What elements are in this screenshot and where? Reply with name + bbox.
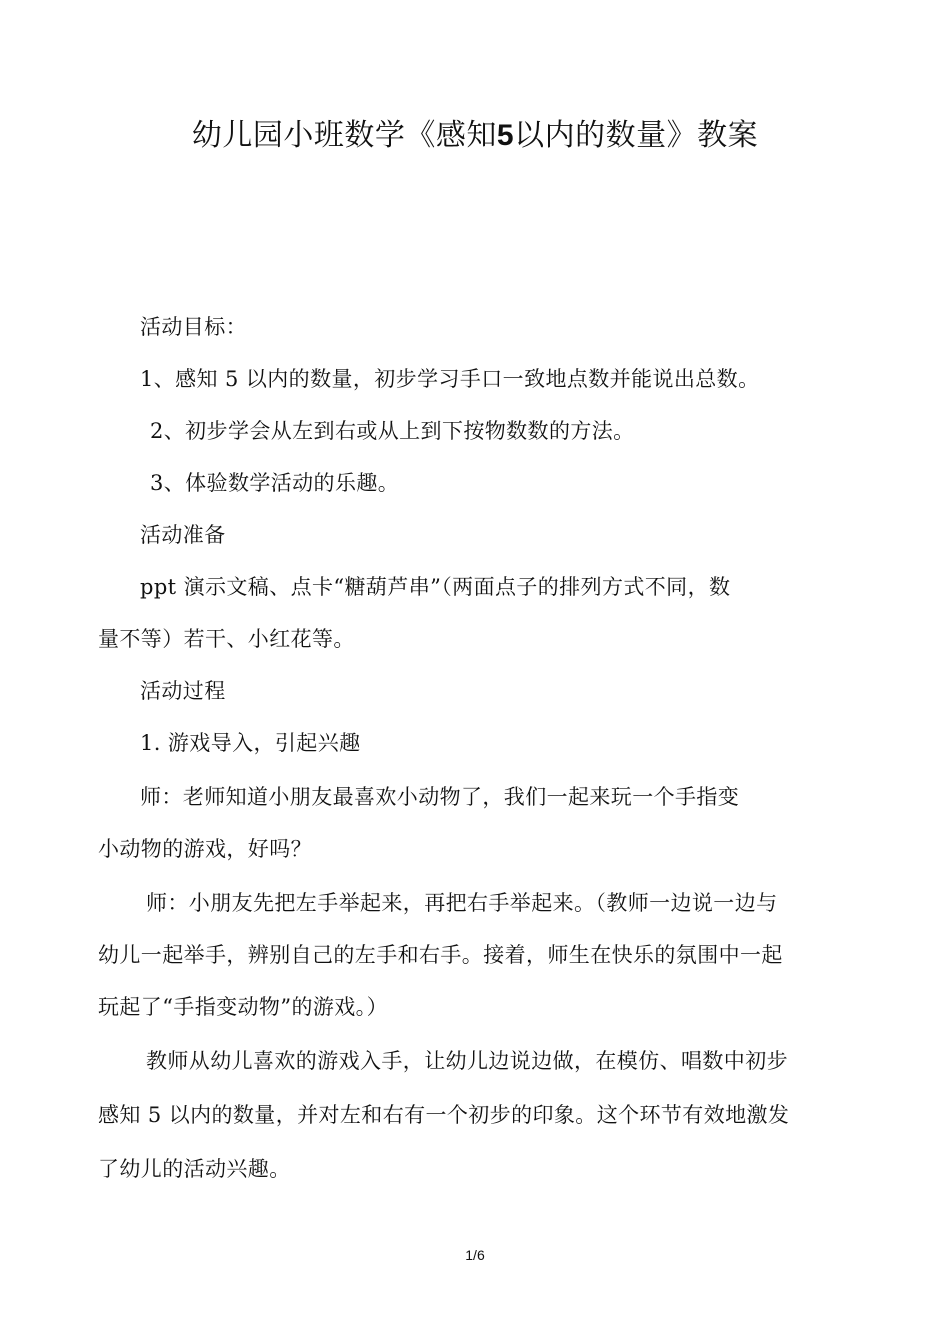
title-text-after: 以内的数量》教案 <box>514 118 759 153</box>
paragraph-line: 小动物的游戏，好吗？ <box>98 837 312 861</box>
paragraph-line: 教师从幼儿喜欢的游戏入手，让幼儿边说边做，在模仿、唱数中初步 <box>146 1049 788 1073</box>
page-number: 1/6 <box>465 1247 485 1263</box>
document-title <box>0 114 950 158</box>
paragraph-line: 了幼儿的活动兴趣。 <box>98 1157 291 1181</box>
section-heading-preparation: 活动准备 <box>140 523 226 547</box>
section-heading-process: 活动过程 <box>140 679 226 703</box>
paragraph-line: 师：老师知道小朋友最喜欢小动物了，我们一起来玩一个手指变 <box>140 785 740 809</box>
process-step-1-heading: 1. 游戏导入，引起兴趣 <box>140 731 361 755</box>
preparation-line-1: ppt 演示文稿、点卡“糖葫芦串”（两面点子的排列方式不同，数 <box>140 575 731 599</box>
paragraph-line: 玩起了“手指变动物”的游戏。） <box>98 995 388 1019</box>
goal-item-3: 3、体验数学活动的乐趣。 <box>150 471 400 495</box>
preparation-line-2: 量不等）若干、小红花等。 <box>98 627 355 651</box>
paragraph-line: 感知 5 以内的数量，并对左和右有一个初步的印象。这个环节有效地激发 <box>98 1103 790 1127</box>
goal-item-1: 1、感知 5 以内的数量，初步学习手口一致地点数并能说出总数。 <box>140 367 760 391</box>
section-heading-goals: 活动目标： <box>140 315 247 339</box>
paragraph-line: 师：小朋友先把左手举起来，再把右手举起来。（教师一边说一边与 <box>146 891 778 915</box>
title-number: 5 <box>496 119 515 152</box>
goal-item-2: 2、初步学会从左到右或从上到下按物数数的方法。 <box>150 419 635 443</box>
paragraph-line: 幼儿一起举手，辨别自己的左手和右手。接着，师生在快乐的氛围中一起 <box>98 943 783 967</box>
title-text-before: 幼儿园小班数学《感知 <box>191 118 497 153</box>
